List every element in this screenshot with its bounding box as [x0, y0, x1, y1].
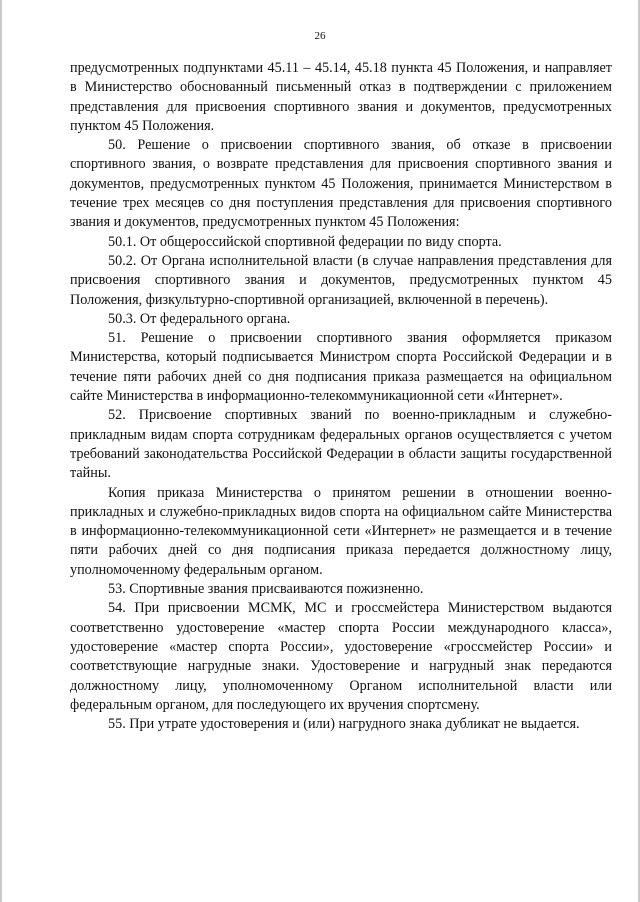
paragraph-50: 50. Решение о присвоении спортивного звания, об отказе в присвоении спортивного звания, о возврате представления для присвоения спортивного звания и документов, предусмотренных пунктом 45 Положения, принимается Министерством в течение трех месяцев со дня поступления представления для присвоения спортивного звания и документов, предусмотренных пунктом 45 Положения:	[70, 137, 612, 231]
paragraph-52-copy: Копия приказа Министерства о принятом решении в отношении военно-прикладных и служебно-прикладных видов спорта на официальном сайте Министерства в информационно-телекоммуникационной сети «Интернет» не размещается и в течение пяти рабочих дней со дня подписания приказа передается должностному лицу, уполномоченному федеральным органом.	[70, 484, 612, 578]
paragraph-53: 53. Спортивные звания присваиваются пожизненно.	[108, 581, 424, 598]
document-body	[70, 59, 612, 734]
paragraph-55: 55. При утрате удостоверения и (или) нагрудного знака дубликат не выдается.	[108, 716, 580, 733]
paragraph-52: 52. Присвоение спортивных званий по военно-прикладным и служебно-прикладным видам спорта сотрудникам федеральных органов осуществляется с учетом требований законодательства Российской Федерации в области защиты государственной тайны.	[70, 407, 612, 482]
paragraph-54: 54. При присвоении МСМК, МС и гроссмейстера Министерством выдаются соответственно удостоверение «мастер спорта России международного класса», удостоверение «мастер спорта России», удостоверение «гроссмейстер России» и соответствующие нагрудные знаки. Удостоверение и нагрудный знак передаются должностному лицу, уполномоченному Органом исполнительной власти или федеральным органом, для последующего их вручения спортсмену.	[70, 600, 612, 713]
page-number: 26	[314, 30, 326, 42]
paragraph-50-2: 50.2. От Органа исполнительной власти (в случае направления представления для присвоения спортивного звания и документов, предусмотренных пунктом 45 Положения, физкультурно-спортивной организацией, включенной в перечень).	[70, 252, 612, 308]
paragraph-51: 51. Решение о присвоении спортивного звания оформляется приказом Министерства, который подписывается Министром спорта Российской Федерации и в течение пяти рабочих дней со дня подписания приказа размещается на официальном сайте Министерства в информационно-телекоммуникационной сети «Интернет».	[70, 330, 612, 405]
paragraph-50-1: 50.1. От общероссийской спортивной федерации по виду спорта.	[108, 233, 502, 250]
paragraph-50-3: 50.3. От федерального органа.	[108, 310, 291, 327]
scan-edge-left	[0, 0, 2, 902]
paragraph-continuation: предусмотренных подпунктами 45.11 – 45.14, 45.18 пункта 45 Положения, и направляет в Министерство обоснованный письменный отказ в подтверждении с приложением представления для присвоения спортивного звания и документов, предусмотренных пунктом 45 Положения.	[70, 60, 612, 134]
